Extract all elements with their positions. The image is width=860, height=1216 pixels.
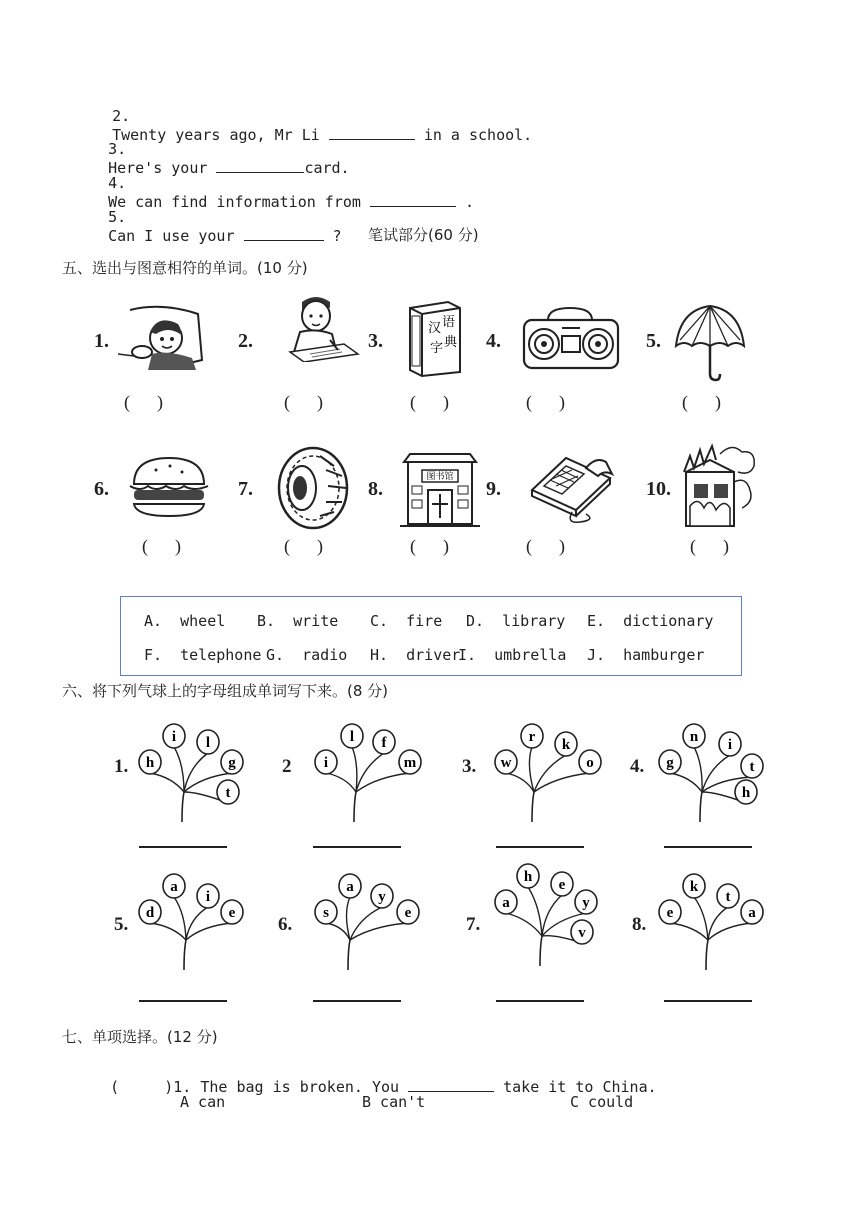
- balloon-letter: e: [558, 877, 566, 893]
- question-number: 1.: [173, 1078, 192, 1096]
- balloon-letter: h: [145, 755, 155, 771]
- answer-paren[interactable]: ( ): [690, 536, 729, 556]
- balloon-string: [150, 773, 184, 792]
- balloon-letter: s: [323, 905, 329, 921]
- answer-line-5[interactable]: [139, 1000, 227, 1002]
- answer-paren[interactable]: ( ): [682, 392, 721, 412]
- answer-paren[interactable]: ( ): [124, 392, 163, 412]
- radio-picture: [520, 306, 622, 370]
- wheel-picture: [276, 446, 350, 530]
- balloon-bunch: [110, 866, 260, 976]
- balloon-letter: a: [748, 905, 756, 921]
- balloon-letter: a: [170, 879, 178, 895]
- balloon-letter: k: [689, 879, 699, 895]
- balloon-group-1: [108, 718, 258, 828]
- balloon-letter: t: [225, 785, 231, 801]
- question-text-end: in a school.: [414, 126, 533, 144]
- balloon-string: [174, 747, 184, 792]
- word-options-box: [120, 596, 742, 676]
- balloon-string: [708, 923, 752, 940]
- balloon-group-number: 6.: [278, 914, 293, 935]
- balloon-letter: i: [205, 889, 211, 905]
- balloon-letter: d: [145, 905, 155, 921]
- balloon-group-7: [466, 862, 616, 972]
- balloon-group-number: 3.: [462, 756, 477, 777]
- balloon-letter: r: [528, 729, 536, 745]
- telephone-picture: [526, 448, 620, 524]
- option-d: D. library: [466, 612, 566, 630]
- balloon-letter: l: [205, 735, 211, 751]
- balloon-letter: w: [500, 755, 512, 771]
- answer-blank[interactable]: [408, 1077, 494, 1092]
- writing-boy-picture: [280, 294, 364, 362]
- answer-paren[interactable]: ( ): [410, 536, 449, 556]
- balloon-string: [670, 773, 702, 792]
- balloon-bunch: [626, 718, 776, 828]
- balloon-string: [506, 913, 542, 936]
- picture-number-9: 9.: [486, 478, 501, 500]
- question-number: 4.: [108, 174, 127, 192]
- balloon-string: [186, 923, 232, 940]
- balloon-string: [356, 773, 410, 792]
- question-text: We can find information from: [108, 193, 370, 211]
- balloon-group-8: [632, 866, 782, 976]
- balloon-letter: a: [346, 879, 354, 895]
- balloon-letter: k: [561, 737, 571, 753]
- balloon-bunch: [466, 862, 616, 972]
- balloon-group-2: [280, 718, 430, 828]
- balloon-letter: h: [741, 785, 751, 801]
- answer-paren[interactable]: ( ): [284, 392, 323, 412]
- answer-line-1[interactable]: [139, 846, 227, 848]
- written-section-title: 笔试部分(60 分): [368, 226, 479, 244]
- option-i: I. umbrella: [458, 646, 567, 664]
- balloon-string: [529, 747, 534, 792]
- balloon-group-6: [274, 866, 424, 976]
- balloon-letter: i: [171, 729, 177, 745]
- balloon-string: [356, 753, 384, 792]
- balloon-string: [708, 907, 728, 940]
- picture-number-5: 5.: [646, 330, 661, 352]
- balloon-letter: t: [725, 889, 731, 905]
- balloon-letter: f: [381, 735, 387, 751]
- option-e: E. dictionary: [587, 612, 714, 630]
- question-number: 2.: [112, 107, 131, 125]
- balloon-letter: o: [586, 755, 594, 771]
- answer-paren[interactable]: ( ): [526, 536, 565, 556]
- balloon-string: [150, 923, 186, 940]
- dictionary-picture: [404, 298, 466, 378]
- question-text-end: take it to China.: [494, 1078, 657, 1096]
- balloon-group-4: [626, 718, 776, 828]
- section6-title: 六、将下列气球上的字母组成单词写下来。(8 分): [62, 682, 389, 700]
- fire-picture: [676, 442, 758, 532]
- balloon-letter: l: [349, 729, 355, 745]
- balloon-letter: i: [727, 737, 733, 753]
- balloon-bunch: [632, 866, 782, 976]
- dictionary-char: 语: [442, 315, 456, 330]
- question-text-end: ?: [323, 227, 342, 245]
- balloon-group-number: 2: [282, 756, 292, 777]
- dictionary-char: 典: [444, 335, 458, 350]
- question-text-end: card.: [304, 159, 350, 177]
- option-g: G. radio: [266, 646, 348, 664]
- question-number: 5.: [108, 208, 127, 226]
- balloon-group-number: 4.: [630, 756, 645, 777]
- answer-line-7[interactable]: [496, 1000, 584, 1002]
- question-text: Here's your: [108, 159, 217, 177]
- question-text: Twenty years ago, Mr Li: [112, 126, 329, 144]
- balloon-string: [186, 907, 208, 940]
- balloon-letter: g: [228, 755, 236, 771]
- dictionary-char: 汉: [428, 321, 442, 336]
- balloon-letter: v: [578, 925, 586, 941]
- answer-paren[interactable]: ( ): [110, 1078, 174, 1096]
- balloon-group-5: [110, 866, 260, 976]
- balloon-letter: e: [666, 905, 674, 921]
- balloon-bunch: [274, 866, 424, 976]
- balloon-string: [350, 907, 382, 940]
- umbrella-picture: [672, 300, 748, 382]
- picture-number-8: 8.: [368, 478, 383, 500]
- picture-number-1: 1.: [94, 330, 109, 352]
- balloon-string: [702, 755, 730, 792]
- answer-line-2[interactable]: [313, 846, 401, 848]
- answer-blank[interactable]: [370, 192, 456, 207]
- balloon-group-number: 5.: [114, 914, 129, 935]
- picture-number-3: 3.: [368, 330, 383, 352]
- library-picture: [400, 448, 480, 530]
- balloon-string: [326, 773, 356, 792]
- balloon-letter: n: [689, 729, 699, 745]
- answer-blank[interactable]: [244, 226, 324, 241]
- balloon-string: [174, 897, 186, 940]
- question-text: The bag is broken. You: [200, 1078, 409, 1096]
- picture-number-6: 6.: [94, 478, 109, 500]
- option-h: H. driver: [370, 646, 461, 664]
- option-b: B. write: [257, 612, 339, 630]
- answer-line-8[interactable]: [664, 1000, 752, 1002]
- choice-b[interactable]: B can't: [362, 1093, 426, 1111]
- balloon-letter: y: [582, 895, 590, 911]
- answer-paren[interactable]: ( ): [410, 392, 449, 412]
- balloon-group-number: 1.: [114, 756, 129, 777]
- balloon-letter: e: [404, 905, 412, 921]
- picture-number-2: 2.: [238, 330, 253, 352]
- answer-paren[interactable]: ( ): [284, 536, 323, 556]
- question-7-1: [92, 1059, 657, 1096]
- answer-paren[interactable]: ( ): [142, 536, 181, 556]
- dictionary-char: 字: [430, 341, 444, 356]
- option-j: J. hamburger: [587, 646, 705, 664]
- picture-number-4: 4.: [486, 330, 501, 352]
- answer-line-6[interactable]: [313, 1000, 401, 1002]
- balloon-string: [326, 923, 350, 940]
- answer-line-3[interactable]: [496, 846, 584, 848]
- choice-c[interactable]: C could: [570, 1093, 634, 1111]
- balloon-bunch: [280, 718, 430, 828]
- library-sign: 图书馆: [426, 472, 454, 482]
- hamburger-picture: [126, 454, 212, 518]
- option-f: F. telephone: [144, 646, 262, 664]
- option-c: C. fire: [370, 612, 443, 630]
- answer-paren[interactable]: ( ): [526, 392, 565, 412]
- balloon-bunch: [458, 718, 608, 828]
- balloon-string: [670, 923, 708, 940]
- balloon-letter: g: [666, 755, 674, 771]
- question-text: Can I use your: [108, 227, 244, 245]
- balloon-group-number: 8.: [632, 914, 647, 935]
- answer-line-4[interactable]: [664, 846, 752, 848]
- picture-number-7: 7.: [238, 478, 253, 500]
- picture-number-10: 10.: [646, 478, 671, 500]
- driver-picture: [112, 304, 212, 376]
- balloon-string: [184, 753, 208, 792]
- section5-title: 五、选出与图意相符的单词。(10 分): [62, 259, 308, 277]
- balloon-group-number: 7.: [466, 914, 481, 935]
- balloon-string: [542, 895, 562, 936]
- choice-a[interactable]: A can: [180, 1093, 226, 1111]
- balloon-group-3: [458, 718, 608, 828]
- balloon-string: [534, 755, 566, 792]
- listening-line-5: [90, 190, 342, 245]
- balloon-bunch: [108, 718, 258, 828]
- balloon-letter: i: [323, 755, 329, 771]
- balloon-letter: m: [403, 755, 417, 771]
- balloon-string: [347, 897, 351, 940]
- balloon-letter: t: [749, 759, 755, 775]
- balloon-letter: y: [378, 889, 386, 905]
- option-a: A. wheel: [144, 612, 226, 630]
- balloon-letter: e: [228, 905, 236, 921]
- section7-title: 七、单项选择。(12 分): [62, 1028, 218, 1046]
- balloon-letter: h: [523, 869, 533, 885]
- question-text-end: .: [455, 193, 475, 211]
- question-number: 3.: [108, 140, 127, 158]
- balloon-string: [352, 747, 357, 792]
- balloon-letter: a: [502, 895, 510, 911]
